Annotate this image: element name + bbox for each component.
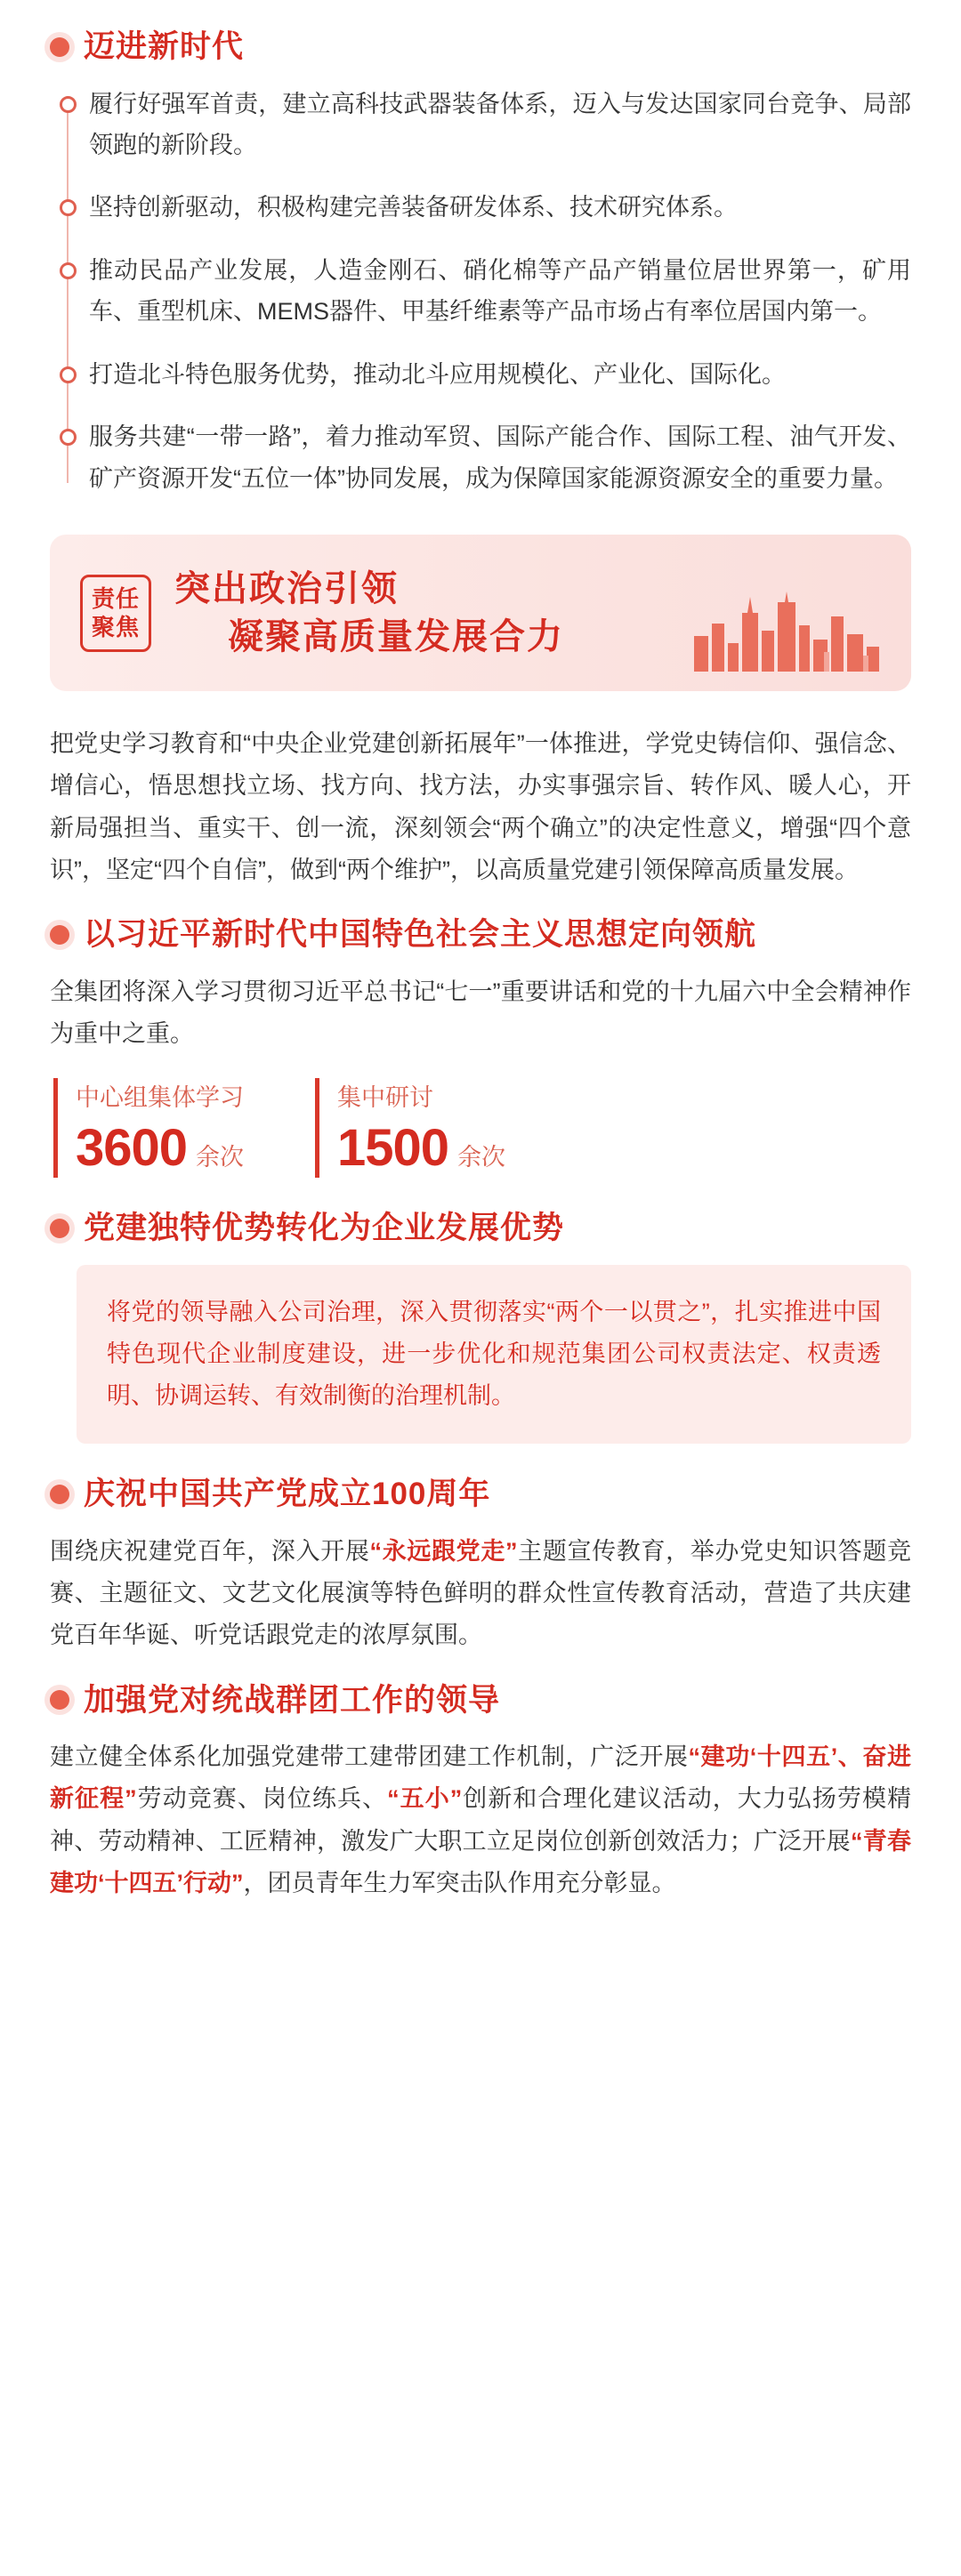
text-part: 劳动竞赛、岗位练兵、 [136, 1785, 388, 1813]
stat-item [315, 1078, 505, 1178]
stats-group [53, 1078, 911, 1178]
list-item: 坚持创新驱动，积极构建完善装备研发体系、技术研究体系。 [89, 187, 911, 228]
stat-unit: 余次 [196, 1144, 245, 1171]
section-heading-anniversary [50, 1474, 911, 1515]
list-item: 打造北斗特色服务优势，推动北斗应用规模化、产业化、国际化。 [89, 354, 911, 395]
stat-item [53, 1078, 244, 1178]
stat-label: 集中研讨 [337, 1084, 434, 1111]
highlight-text: “五小” [387, 1785, 463, 1813]
highlight-text: “永远跟党走” [369, 1537, 518, 1565]
highlight-text: “青春建功‘十四五’行动” [50, 1827, 912, 1896]
united-front-paragraph [50, 1736, 911, 1904]
section-title: 以习近平新时代中国特色社会主义思想定向领航 [84, 917, 757, 952]
section-heading-united-front [50, 1680, 911, 1721]
bullet-dot-icon [50, 37, 69, 57]
text-part: ，团员青年生力军突击队作用充分彰显。 [243, 1869, 676, 1896]
section-banner [50, 535, 911, 691]
section-title: 加强党对统战群团工作的领导 [84, 1682, 501, 1718]
quote-card: 将党的领导融入公司治理，深入贯彻落实“两个一以贯之”，扎实推进中国特色现代企业制度建设，进一步优化和规范集团公司权责法定、权责透明、协调运转、有效制衡的治理机制。 [77, 1265, 911, 1445]
bullet-dot-icon [50, 1690, 69, 1710]
bullet-dot-icon [50, 1485, 69, 1504]
text-part: 主题宣传教育，举办党史知识答题竞赛、主题征文、文艺文化展演等特色鲜明的群众性宣传教育活动，营造了共庆建党百年华诞、听党话跟党走的浓厚氛围。 [50, 1537, 912, 1649]
section-title: 迈进新时代 [84, 29, 245, 64]
text-part: 围绕庆祝建党百年，深入开展 [50, 1537, 370, 1565]
timeline-list-new-era [59, 84, 911, 500]
section-heading-guidance [50, 914, 911, 955]
section-title: 党建独特优势转化为企业发展优势 [84, 1211, 565, 1245]
banner-tag-line1: 责任 [92, 584, 141, 612]
intro-paragraph: 把党史学习教育和“中央企业党建创新拓展年”一体推进，学党史铸信仰、强信念、增信心，悟思想找立场、找方向、找方法，办实事强宗旨、转作风、暖人心，开新局强担当、重实干、创一流，深刻领会“两个确立”的决定性意义，增强“四个意识”，坚定“四个自信”，做到“两个维护”，以高质量党建引领保障高质量发展。 [50, 730, 911, 883]
stat-number: 3600 [76, 1119, 188, 1177]
banner-tag [80, 575, 151, 652]
stat-number: 1500 [337, 1119, 449, 1177]
text-part: 建立健全体系化加强党建带工建带团建工作机制，广泛开展 [50, 1743, 689, 1770]
bullet-dot-icon [50, 925, 69, 945]
city-skyline-icon [690, 590, 886, 672]
banner-title [174, 565, 564, 661]
section-heading-party-advantage [50, 1208, 911, 1249]
bullet-dot-icon [50, 1219, 69, 1238]
stat-unit: 余次 [457, 1144, 506, 1171]
section-heading-new-era [50, 27, 911, 68]
section-title: 庆祝中国共产党成立100周年 [84, 1477, 491, 1512]
banner-tag-line2: 聚焦 [92, 614, 141, 640]
anniversary-paragraph [50, 1531, 911, 1657]
list-item: 履行好强军首责，建立高科技武器装备体系，迈入与发达国家同台竞争、局部领跑的新阶段。 [89, 84, 911, 166]
banner-title-line1: 突出政治引领 [174, 569, 400, 608]
list-item: 服务共建“一带一路”，着力推动军贸、国际产能合作、国际工程、油气开发、矿产资源开发“五位一体”协同发展，成为保障国家能源资源安全的重要力量。 [89, 416, 911, 499]
guidance-paragraph: 全集团将深入学习贯彻习近平总书记“七一”重要讲话和党的十九届六中全会精神作为重中之重。 [50, 978, 911, 1047]
highlight-text: “建功‘十四五’、奋进新征程” [50, 1743, 911, 1813]
text-part: 创新和合理化建议活动，大力弘扬劳模精神、劳动精神、工匠精神，激发广大职工立足岗位创新创效活力；广泛开展 [50, 1785, 912, 1855]
list-item: 推动民品产业发展，人造金刚石、硝化棉等产品产销量位居世界第一，矿用车、重型机床、MEMS器件、甲基纤维素等产品市场占有率位居国内第一。 [89, 250, 911, 333]
stat-label: 中心组集体学习 [76, 1084, 244, 1111]
banner-title-line2: 凝聚高质量发展合力 [228, 617, 565, 656]
